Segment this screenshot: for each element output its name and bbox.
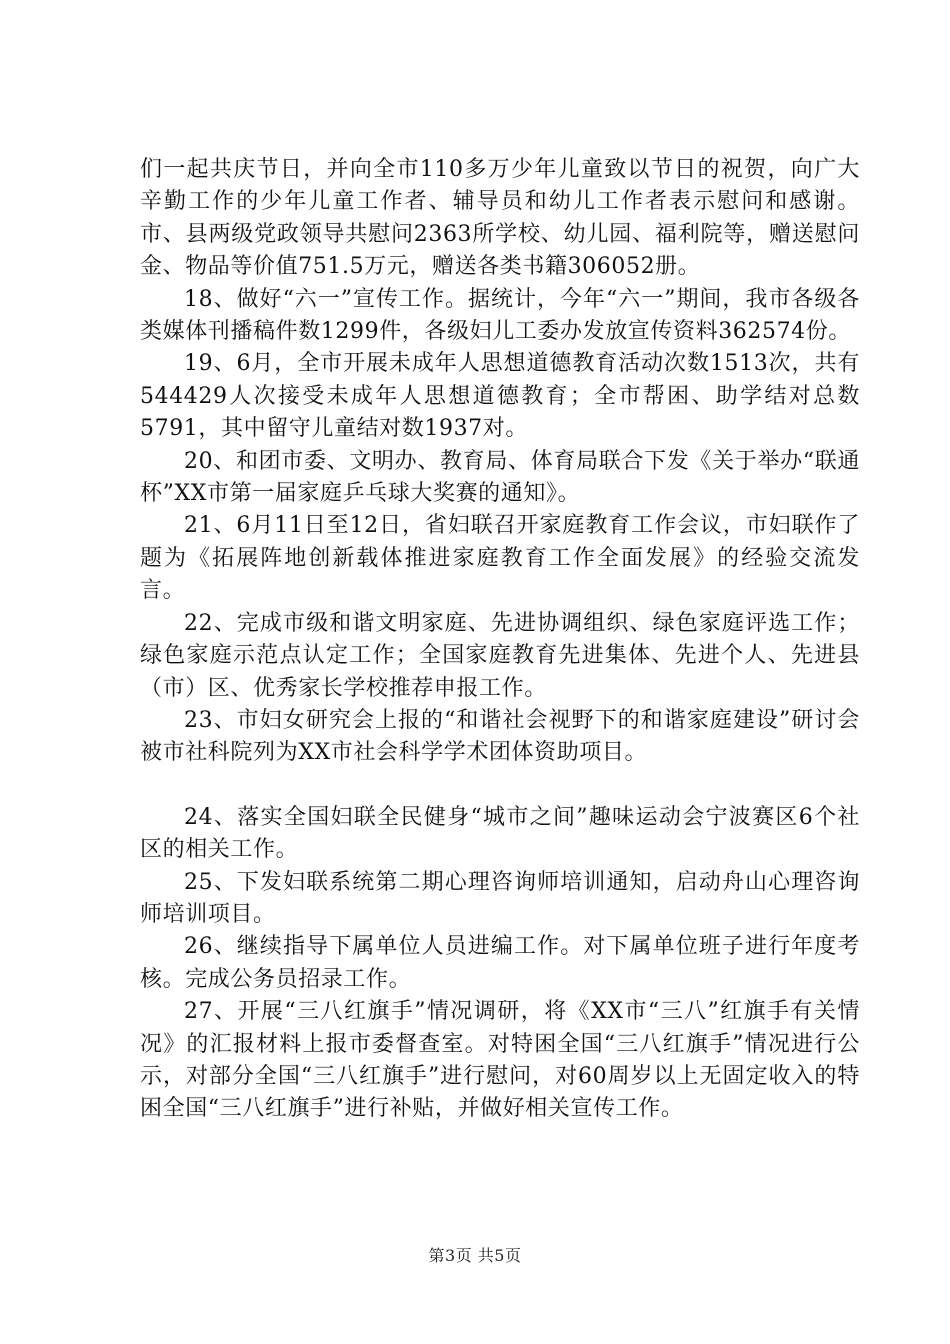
paragraph-continued: 们一起共庆节日，并向全市110多万少年儿童致以节日的祝贺，向广大辛勤工作的少年儿童工作者、辅导员和幼儿工作者表示慰问和感谢。市、县两级党政领导共慰问2363所学校、幼儿园、福利院等，赠送慰问金、物品等价值751.5万元，赠送各类书籍306052册。 <box>140 157 860 280</box>
paragraph-item-22: 22、完成市级和谐文明家庭、先进协调组织、绿色家庭评选工作；绿色家庭示范点认定工作；全国家庭教育先进集体、先进个人、先进县（市）区、优秀家长学校推荐申报工作。 <box>140 610 860 701</box>
paragraph-item-23: 23、市妇女研究会上报的“和谐社会视野下的和谐家庭建设”研讨会被市社科院列为XX市社会科学学术团体资助项目。 <box>140 707 860 766</box>
paragraph-item-20: 20、和团市委、文明办、教育局、体育局联合下发《关于举办“联通杯”XX市第一届家庭乒乓球大奖赛的通知》。 <box>140 448 860 507</box>
document-body <box>140 154 860 1126</box>
paragraph-item-25: 25、下发妇联系统第二期心理咨询师培训通知，启动舟山心理咨询师培训项目。 <box>140 869 860 927</box>
paragraph-item-18: 18、做好“六一”宣传工作。据统计，今年“六一”期间，我市各级各类媒体刊播稿件数1299件，各级妇儿工委办发放宣传资料362574份。 <box>140 286 860 345</box>
page-footer: 第3页 共5页 <box>428 1246 522 1265</box>
paragraph-item-27: 27、开展“三八红旗手”情况调研，将《XX市“三八”红旗手有关情况》的汇报材料上报市委督查室。对特困全国“三八红旗手”情况进行公示，对部分全国“三八红旗手”进行慰问，对60周岁以上无固定收入的特困全国“三八红旗手”进行补贴，并做好相关宣传工作。 <box>140 999 860 1122</box>
paragraph-item-24: 24、落实全国妇联全民健身“城市之间”趣味运动会宁波赛区6个社区的相关工作。 <box>140 804 860 863</box>
paragraph-item-21: 21、6月11日至12日，省妇联召开家庭教育工作会议，市妇联作了题为《拓展阵地创新载体推进家庭教育工作全面发展》的经验交流发言。 <box>140 513 860 604</box>
paragraph-item-19: 19、6月，全市开展未成年人思想道德教育活动次数1513次，共有544429人次接受未成年人思想道德教育；全市帮困、助学结对总数5791，其中留守儿童结对数1937对。 <box>140 351 860 442</box>
paragraph-item-26: 26、继续指导下属单位人员进编工作。对下属单位班子进行年度考核。完成公务员招录工作。 <box>140 934 860 992</box>
